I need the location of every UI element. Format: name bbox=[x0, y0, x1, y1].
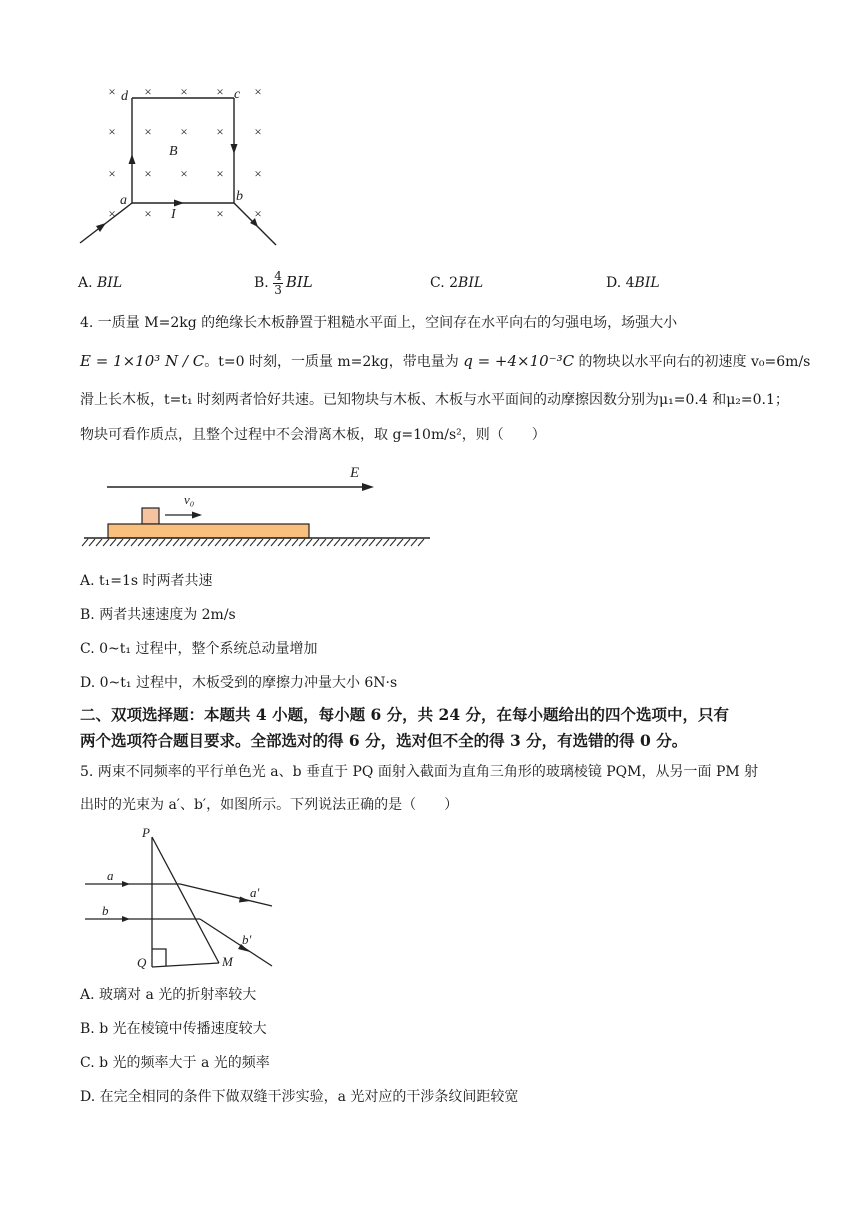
section-2-heading-line2: 两个选项符合题目要求。全部选对的得 6 分，选对但不全的得 3 分，有选错的得 0 分。 bbox=[80, 731, 688, 750]
label-b: b bbox=[236, 189, 243, 204]
fraction: $\frac{4}{3}$ bbox=[274, 268, 282, 297]
label-P: P bbox=[142, 825, 150, 840]
q5-prism-figure bbox=[80, 825, 280, 973]
ground-hatch bbox=[187, 539, 193, 546]
q5-option-b[interactable]: B. b 光在棱镜中传播速度较大 bbox=[80, 1021, 267, 1037]
ground-hatch bbox=[362, 539, 368, 546]
field-cross: × bbox=[108, 124, 116, 139]
label-c: c bbox=[234, 87, 241, 102]
q5-option-c[interactable]: C. b 光的频率大于 a 光的频率 bbox=[80, 1055, 270, 1071]
ground-hatch bbox=[418, 539, 424, 546]
q5-option-d[interactable]: D. 在完全相同的条件下做双缝干涉实验，a 光对应的干涉条纹间距较宽 bbox=[80, 1089, 519, 1105]
label-a: a bbox=[120, 193, 127, 208]
q4-stem-line3: 滑上长木板，t=t₁ 时刻两者恰好共速。已知物块与木板、木板与水平面间的动摩擦因数分别为μ₁=0.4 和μ₂=0.1； bbox=[80, 392, 789, 408]
ground-hatch bbox=[397, 539, 403, 546]
q4-stem-line2: E = 1×10³ N / C。t=0 时刻，一质量 m=2kg，带电量为 q = +4×10⁻³C 的物块以水平向右的初速度 v₀=6m/s bbox=[80, 352, 811, 370]
ground-hatch bbox=[166, 539, 172, 546]
ground-hatch bbox=[390, 539, 396, 546]
ground-hatch bbox=[264, 539, 270, 546]
ground-hatch bbox=[327, 539, 333, 546]
ground-hatch bbox=[222, 539, 228, 546]
q4-stem-line1: 4. 一质量 M=2kg 的绝缘长木板静置于粗糙水平面上，空间存在水平向右的匀强电场，场强大小 bbox=[80, 315, 678, 331]
ground-hatch bbox=[201, 539, 207, 546]
q3-option-c[interactable]: C. 2BIL bbox=[430, 275, 484, 291]
ground-hatch bbox=[334, 539, 340, 546]
ground-hatch bbox=[215, 539, 221, 546]
ground-hatch bbox=[355, 539, 361, 546]
ground-hatch bbox=[145, 539, 151, 546]
field-cross: × bbox=[254, 124, 262, 139]
label-B: B bbox=[169, 144, 178, 159]
q3-magnetic-field-figure bbox=[70, 80, 300, 250]
ground-hatch bbox=[89, 539, 95, 546]
ground-hatch bbox=[348, 539, 354, 546]
ground-hatch bbox=[341, 539, 347, 546]
q3-option-a[interactable]: A. BIL bbox=[78, 275, 123, 291]
field-cross: × bbox=[108, 166, 116, 181]
ground-hatch bbox=[124, 539, 130, 546]
ground-hatch bbox=[229, 539, 235, 546]
ground-hatch bbox=[180, 539, 186, 546]
ground-hatch bbox=[131, 539, 137, 546]
field-cross: × bbox=[144, 206, 152, 221]
ground-hatch bbox=[320, 539, 326, 546]
ground-hatch bbox=[96, 539, 102, 546]
ground-hatch bbox=[285, 539, 291, 546]
q5-stem-line2: 出时的光束为 a′、b′，如图所示。下列说法正确的是（ ） bbox=[80, 797, 459, 813]
q3-option-b[interactable]: B. $\frac{4}{3}$ BIL bbox=[254, 268, 313, 297]
field-cross: × bbox=[108, 206, 116, 221]
ground-hatch bbox=[257, 539, 263, 546]
ground-hatch bbox=[236, 539, 242, 546]
ground-hatch bbox=[138, 539, 144, 546]
ground-hatch bbox=[376, 539, 382, 546]
label-d: d bbox=[121, 89, 128, 104]
q3-option-d[interactable]: D. 4BIL bbox=[606, 275, 660, 291]
ground-hatch bbox=[110, 539, 116, 546]
ground-hatch bbox=[208, 539, 214, 546]
block bbox=[142, 508, 159, 524]
field-cross: × bbox=[144, 124, 152, 139]
label-b-prime: b′ bbox=[242, 932, 252, 947]
ground-hatch bbox=[194, 539, 200, 546]
q4-stem-line4: 物块可看作质点，且整个过程中不会滑离木板，取 g=10m/s²，则（ ） bbox=[80, 427, 546, 443]
ground-hatch bbox=[250, 539, 256, 546]
q4-option-c[interactable]: C. 0~t₁ 过程中，整个系统总动量增加 bbox=[80, 641, 318, 657]
ground-hatch bbox=[411, 539, 417, 546]
ground-hatch bbox=[404, 539, 410, 546]
label-v0: v₀ bbox=[184, 492, 195, 507]
ground-hatch bbox=[369, 539, 375, 546]
field-cross: × bbox=[216, 166, 224, 181]
field-cross: × bbox=[180, 84, 188, 99]
ground-hatch bbox=[271, 539, 277, 546]
section-2-heading-line1: 二、双项选择题：本题共 4 小题，每小题 6 分，共 24 分，在每小题给出的四个选项中，只有 bbox=[80, 705, 730, 724]
field-cross: × bbox=[216, 124, 224, 139]
ground-hatch bbox=[103, 539, 109, 546]
q4-board-block-figure bbox=[80, 458, 440, 553]
ground-hatch bbox=[313, 539, 319, 546]
q4-option-d[interactable]: D. 0~t₁ 过程中，木板受到的摩擦力冲量大小 6N·s bbox=[80, 675, 398, 691]
field-cross: × bbox=[180, 124, 188, 139]
label-a: a bbox=[107, 868, 114, 883]
ground-hatch bbox=[82, 539, 88, 546]
label-Q: Q bbox=[137, 955, 147, 970]
ground-hatch bbox=[306, 539, 312, 546]
q4-option-a[interactable]: A. t₁=1s 时两者共速 bbox=[80, 573, 213, 589]
ground-hatch bbox=[278, 539, 284, 546]
label-a-prime: a′ bbox=[250, 885, 260, 900]
q4-option-b[interactable]: B. 两者共速速度为 2m/s bbox=[80, 607, 236, 623]
ground-hatch bbox=[173, 539, 179, 546]
field-cross: × bbox=[254, 206, 262, 221]
q5-option-a[interactable]: A. 玻璃对 a 光的折射率较大 bbox=[80, 987, 257, 1003]
field-cross: × bbox=[254, 166, 262, 181]
field-cross: × bbox=[108, 84, 116, 99]
label-E: E bbox=[350, 465, 360, 481]
q5-stem-line1: 5. 两束不同频率的平行单色光 a、b 垂直于 PQ 面射入截面为直角三角形的玻璃棱镜 PQM，从另一面 PM 射 bbox=[80, 764, 759, 780]
field-cross: × bbox=[180, 166, 188, 181]
ground-hatch bbox=[292, 539, 298, 546]
long-board bbox=[108, 524, 309, 538]
ground-hatch bbox=[299, 539, 305, 546]
ground-hatch bbox=[243, 539, 249, 546]
field-cross: × bbox=[254, 84, 262, 99]
field-cross: × bbox=[216, 206, 224, 221]
ground-hatch bbox=[383, 539, 389, 546]
label-M: M bbox=[222, 954, 233, 969]
label-b: b bbox=[102, 903, 109, 918]
ground-hatch bbox=[159, 539, 165, 546]
field-cross: × bbox=[144, 166, 152, 181]
ground-hatch bbox=[152, 539, 158, 546]
label-I: I bbox=[171, 207, 176, 222]
ground-hatch bbox=[117, 539, 123, 546]
field-cross: × bbox=[216, 84, 224, 99]
field-cross: × bbox=[144, 84, 152, 99]
